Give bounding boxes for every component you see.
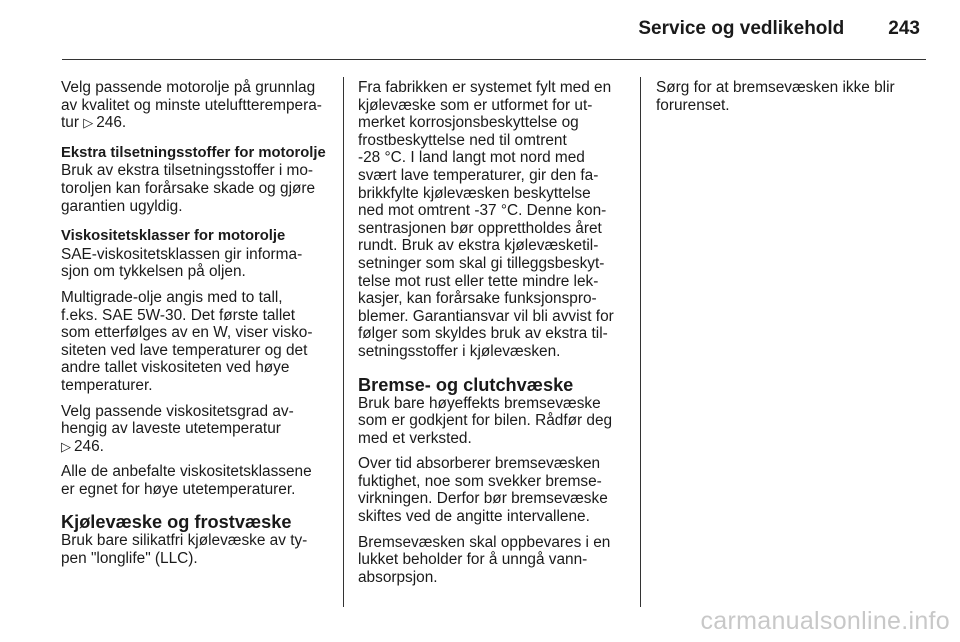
text-line: blemer. Garantiansvar vil bli avvist for	[358, 307, 614, 325]
text-line	[61, 438, 333, 456]
text-line: ned mot omtrent -37 °C. Denne kon-	[358, 202, 607, 220]
text-line: telse mot rust eller tette mindre lek-	[358, 272, 599, 290]
brake-paragraph-1	[358, 395, 630, 448]
text-line: lukket beholder for å unngå vann-	[358, 551, 588, 569]
section-heading-additives: Ekstra tilsetningsstoffer for motorolje	[61, 144, 326, 161]
text-line: sjon om tykkelsen på oljen.	[61, 263, 246, 281]
header-rule	[62, 59, 926, 60]
page-reference-link[interactable]: 246.	[96, 114, 127, 132]
text-line: som etterfølges av en W, viser visko-	[61, 324, 313, 342]
text-line: Bruk bare høyeffekts bremsevæske	[358, 394, 601, 412]
text-line: er egnet for høye utetemperaturer.	[61, 480, 296, 498]
text-line: som er godkjent for bilen. Rådfør deg	[358, 412, 613, 430]
text-line: Bremsevæsken skal oppbevares i en	[358, 533, 611, 551]
text-line: hengig av laveste utetemperatur	[61, 420, 281, 438]
text-line: sentrasjonen bør opprettholdes året	[358, 219, 602, 237]
text-line: skiftes ved de angitte intervallene.	[358, 508, 590, 526]
page-header	[638, 18, 920, 40]
text-column-2	[358, 79, 630, 594]
text-line: Over tid absorberer bremsevæsken	[358, 455, 601, 473]
text-line: garantien ugyldig.	[61, 197, 183, 215]
text-line: kjølevæske som er utformet for ut-	[358, 96, 593, 114]
text-line: Velg passende viskositetsgrad av-	[61, 402, 294, 420]
text-line: følger som skyldes bruk av ekstra til-	[358, 325, 608, 343]
viscosity-paragraph-2	[61, 289, 333, 395]
text-line: kasjer, kan forårsake funksjonspro-	[358, 290, 597, 308]
triangle-right-icon: ▷	[61, 438, 71, 454]
text-line: f.eks. SAE 5W-30. Det første tallet	[61, 306, 296, 324]
text-line: forurenset.	[656, 96, 730, 114]
text-line: pen "longlife" (LLC).	[61, 550, 198, 568]
text-line	[61, 114, 333, 132]
text-line: setningsstoffer i kjølevæsken.	[358, 342, 561, 360]
viscosity-paragraph-4	[61, 463, 333, 498]
text-line: svært lave temperaturer, gir den fa-	[358, 166, 599, 184]
text-line: merket korrosjonsbeskyttelse og	[358, 114, 579, 132]
text-column-1	[61, 79, 333, 576]
text-line: toroljen kan forårsake skade og gjøre	[61, 179, 316, 197]
intro-paragraph	[61, 79, 333, 132]
coolant-details-paragraph	[358, 79, 630, 361]
viscosity-paragraph-1	[61, 246, 333, 281]
text-line: temperaturer.	[61, 376, 153, 394]
additives-paragraph	[61, 162, 333, 215]
page-reference-link[interactable]: 246.	[74, 437, 104, 455]
brake-paragraph-3	[358, 534, 630, 587]
brake-paragraph-2	[358, 455, 630, 525]
page-title: Service og vedlikehold	[638, 18, 845, 39]
text-line: setninger som skal gi tilleggsbeskyt-	[358, 254, 605, 272]
section-heading-coolant: Kjølevæske og frostvæske	[61, 512, 292, 533]
viscosity-paragraph-3	[61, 403, 333, 456]
brake-contamination-paragraph	[656, 79, 928, 114]
text-line: -28 °C. I land langt mot nord med	[358, 149, 585, 167]
coolant-paragraph	[61, 532, 333, 567]
text-line: absorpsjon.	[358, 568, 438, 586]
text-column-3	[656, 79, 928, 122]
text-line: Multigrade-olje angis med to tall,	[61, 288, 283, 306]
triangle-right-icon: ▷	[83, 115, 94, 131]
page-number: 243	[888, 18, 920, 39]
text-line: SAE-viskositetsklassen gir informa-	[61, 245, 303, 263]
text-line: rundt. Bruk av ekstra kjølevæsketil-	[358, 237, 599, 255]
text-line: Fra fabrikken er systemet fylt med en	[358, 79, 612, 96]
text-line: andre tallet viskositeten ved høye	[61, 359, 290, 377]
text-line: Bruk av ekstra tilsetningsstoffer i mo-	[61, 162, 314, 180]
text-line: frostbeskyttelse ned til omtrent	[358, 131, 567, 149]
watermark: carmanualsonline.info	[700, 607, 950, 635]
text-line: siteten ved lave temperaturer og det	[61, 341, 308, 359]
text-line: Alle de anbefalte viskositetsklassene	[61, 463, 312, 481]
column-divider	[640, 77, 641, 607]
text-line: fuktighet, noe som svekker bremse-	[358, 472, 602, 490]
text-line: Sørg for at bremsevæsken ikke blir	[656, 79, 895, 96]
section-heading-brake: Bremse- og clutchvæske	[358, 374, 574, 395]
text-fragment: tur	[61, 114, 79, 132]
text-line: med et verksted.	[358, 429, 472, 447]
text-line: Bruk bare silikatfri kjølevæske av ty-	[61, 532, 308, 550]
section-heading-viscosity: Viskositetsklasser for motorolje	[61, 228, 286, 245]
text-line: av kvalitet og minste uteluftterempera-	[61, 96, 322, 114]
text-line: virkningen. Derfor bør bremsevæske	[358, 490, 608, 508]
text-line: Velg passende motorolje på grunnlag	[61, 79, 316, 96]
text-line: brikkfylte kjølevæsken beskyttelse	[358, 184, 591, 202]
column-divider	[343, 77, 344, 607]
